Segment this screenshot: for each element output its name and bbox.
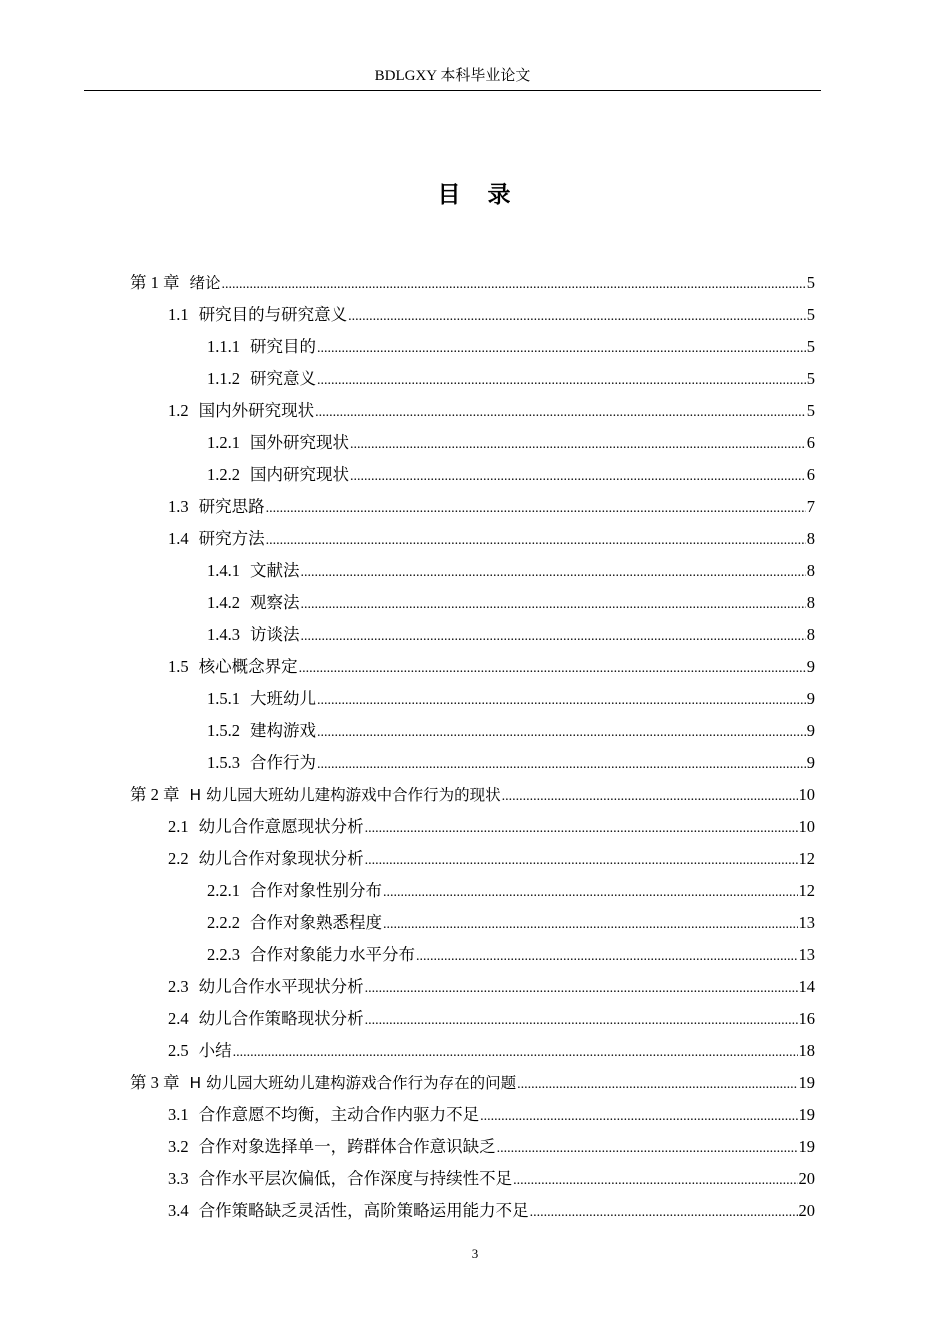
toc-entry-title: 合作水平层次偏低，合作深度与持续性不足 bbox=[198, 1169, 513, 1188]
toc-dot-leader bbox=[365, 845, 798, 877]
toc-section-entry[interactable] bbox=[168, 1003, 815, 1035]
toc-dot-leader bbox=[317, 717, 806, 749]
toc-entry-title: 合作意愿不均衡，主动合作内驱力不足 bbox=[198, 1105, 480, 1124]
toc-entry-title: 幼儿合作水平现状分析 bbox=[198, 977, 364, 996]
toc-entry-number: 1.1.1 bbox=[207, 337, 240, 356]
toc-dot-leader bbox=[317, 749, 806, 781]
toc-entry-number: 1.5.2 bbox=[207, 721, 240, 740]
toc-entry-title: 幼儿合作策略现状分析 bbox=[198, 1009, 364, 1028]
toc-entry-page: 6 bbox=[806, 465, 815, 484]
toc-dot-leader bbox=[365, 1005, 798, 1037]
toc-dot-leader bbox=[350, 429, 806, 461]
toc-entry-number: 1.5.1 bbox=[207, 689, 240, 708]
toc-entry-page: 8 bbox=[806, 625, 815, 644]
toc-title: 目 录 bbox=[437, 182, 513, 208]
toc-entry-number: 2.4 bbox=[168, 1009, 189, 1028]
toc-entry-title: 幼儿合作意愿现状分析 bbox=[198, 817, 364, 836]
toc-subsection-entry[interactable] bbox=[207, 715, 815, 747]
toc-entry-page: 5 bbox=[806, 337, 815, 356]
toc-entry-title: 大班幼儿 bbox=[250, 689, 316, 708]
toc-entry-number: 2.2 bbox=[168, 849, 189, 868]
toc-subsection-entry[interactable] bbox=[207, 907, 815, 939]
toc-entry-title: 访谈法 bbox=[250, 625, 300, 644]
toc-dot-leader bbox=[299, 653, 806, 685]
toc-subsection-entry[interactable] bbox=[207, 555, 815, 587]
toc-entry-number: 3.4 bbox=[168, 1201, 189, 1220]
toc-dot-leader bbox=[416, 941, 798, 973]
toc-dot-leader bbox=[266, 493, 806, 525]
toc-entry-page: 8 bbox=[806, 561, 815, 580]
toc-dot-leader bbox=[301, 557, 806, 589]
running-header: BDLGXY 本科毕业论文 bbox=[374, 68, 531, 84]
toc-dot-leader bbox=[301, 621, 806, 653]
toc-entry-number: 第 3 章 bbox=[130, 1073, 180, 1092]
toc-entry-title: 研究思路 bbox=[198, 497, 265, 516]
toc-dot-leader bbox=[530, 1197, 798, 1229]
toc-subsection-entry[interactable] bbox=[207, 747, 815, 779]
toc-entry-page: 5 bbox=[806, 305, 815, 324]
toc-subsection-entry[interactable] bbox=[207, 683, 815, 715]
toc-entry-number: 1.3 bbox=[168, 497, 189, 516]
toc-entry-title: 核心概念界定 bbox=[198, 657, 298, 676]
toc-dot-leader bbox=[315, 397, 806, 429]
toc-entry-title: 研究目的与研究意义 bbox=[198, 305, 348, 324]
toc-entry-title: 幼儿合作对象现状分析 bbox=[198, 849, 364, 868]
toc-entry-number: 1.1 bbox=[168, 305, 189, 324]
toc-dot-leader bbox=[301, 589, 806, 621]
toc-entry-page: 16 bbox=[798, 1009, 815, 1028]
toc-entry-number: 1.2.1 bbox=[207, 433, 240, 452]
toc-entry-title: 文献法 bbox=[250, 561, 300, 580]
toc-dot-leader bbox=[513, 1165, 797, 1197]
toc-subsection-entry[interactable] bbox=[207, 939, 815, 971]
toc-entry-title: 合作行为 bbox=[250, 753, 316, 772]
toc-section-entry[interactable] bbox=[168, 1035, 815, 1067]
toc-entry-page: 9 bbox=[806, 721, 815, 740]
toc-entry-title: 合作对象性别分布 bbox=[250, 881, 382, 900]
toc-entry-title: 建构游戏 bbox=[250, 721, 316, 740]
toc-subsection-entry[interactable] bbox=[207, 459, 815, 491]
toc-entry-number: 1.4.3 bbox=[207, 625, 240, 644]
toc-entry-number: 第 2 章 bbox=[130, 785, 180, 804]
toc-entry-page: 14 bbox=[798, 977, 815, 996]
toc-entry-page: 12 bbox=[798, 849, 815, 868]
toc-subsection-entry[interactable] bbox=[207, 363, 815, 395]
toc-entry-number: 1.2.2 bbox=[207, 465, 240, 484]
toc-entry-title: 国内研究现状 bbox=[250, 465, 349, 484]
toc-dot-leader bbox=[383, 877, 798, 909]
toc-entry-number: 2.2.1 bbox=[207, 881, 240, 900]
toc-subsection-entry[interactable] bbox=[207, 587, 815, 619]
toc-entry-page: 13 bbox=[798, 945, 815, 964]
toc-dot-leader bbox=[350, 461, 806, 493]
toc-entry-title: 合作策略缺乏灵活性，高阶策略运用能力不足 bbox=[198, 1201, 529, 1220]
toc-entry-number: 3.2 bbox=[168, 1137, 189, 1156]
toc-entry-title: H 幼儿园大班幼儿建构游戏合作行为存在的问题 bbox=[189, 1074, 517, 1092]
toc-entry-title: 研究目的 bbox=[250, 337, 316, 356]
toc-entry-title: 合作对象选择单一，跨群体合作意识缺乏 bbox=[198, 1137, 496, 1156]
toc-entry-title: 合作对象熟悉程度 bbox=[250, 913, 382, 932]
toc-entry-title: 合作对象能力水平分布 bbox=[250, 945, 415, 964]
toc-section-entry[interactable] bbox=[168, 1195, 815, 1227]
toc-entry-page: 20 bbox=[798, 1201, 815, 1220]
toc-subsection-entry[interactable] bbox=[207, 875, 815, 907]
header-rule bbox=[84, 90, 821, 91]
toc-chapter-entry[interactable] bbox=[130, 267, 815, 299]
toc-entry-number: 1.5 bbox=[168, 657, 189, 676]
toc-section-entry[interactable] bbox=[168, 1131, 815, 1163]
toc-entry-number: 1.5.3 bbox=[207, 753, 240, 772]
toc-entry-title: 研究方法 bbox=[198, 529, 265, 548]
toc-entry-page: 8 bbox=[806, 529, 815, 548]
toc-entry-title: 绪论 bbox=[189, 274, 221, 292]
toc-entry-page: 19 bbox=[798, 1073, 815, 1092]
toc-entry-number: 第 1 章 bbox=[130, 273, 180, 292]
toc-dot-leader bbox=[317, 685, 806, 717]
toc-subsection-entry[interactable] bbox=[207, 427, 815, 459]
toc-chapter-entry[interactable] bbox=[130, 1067, 815, 1099]
toc-section-entry[interactable] bbox=[168, 395, 815, 427]
toc-entry-number: 2.1 bbox=[168, 817, 189, 836]
toc-entry-number: 2.2.2 bbox=[207, 913, 240, 932]
toc-entry-page: 12 bbox=[798, 881, 815, 900]
toc-dot-leader bbox=[317, 333, 806, 365]
toc-dot-leader bbox=[365, 973, 798, 1005]
toc-entry-page: 9 bbox=[806, 753, 815, 772]
toc-entry-title: 国内外研究现状 bbox=[198, 401, 315, 420]
toc-subsection-entry[interactable] bbox=[207, 331, 815, 363]
toc-section-entry[interactable] bbox=[168, 491, 815, 523]
toc-dot-leader bbox=[266, 525, 806, 557]
toc-entry-page: 18 bbox=[798, 1041, 815, 1060]
toc-section-entry[interactable] bbox=[168, 1099, 815, 1131]
toc-entry-number: 1.4.2 bbox=[207, 593, 240, 612]
toc-entry-page: 9 bbox=[806, 689, 815, 708]
toc-entry-title: 小结 bbox=[198, 1041, 232, 1060]
toc-entry-page: 7 bbox=[806, 497, 815, 516]
toc-dot-leader bbox=[383, 909, 798, 941]
toc-dot-leader bbox=[365, 813, 798, 845]
toc-entry-number: 2.5 bbox=[168, 1041, 189, 1060]
toc-entry-number: 1.4 bbox=[168, 529, 189, 548]
toc-section-entry[interactable] bbox=[168, 1163, 815, 1195]
toc-dot-leader bbox=[502, 781, 798, 813]
toc-dot-leader bbox=[317, 365, 806, 397]
toc-entry-title: 研究意义 bbox=[250, 369, 316, 388]
toc-entry-page: 5 bbox=[806, 369, 815, 388]
toc-entry-number: 1.1.2 bbox=[207, 369, 240, 388]
toc-entry-page: 9 bbox=[806, 657, 815, 676]
toc-entry-title: 国外研究现状 bbox=[250, 433, 349, 452]
page-number: 3 bbox=[471, 1246, 479, 1261]
toc-dot-leader bbox=[222, 269, 806, 301]
toc-entry-number: 3.3 bbox=[168, 1169, 189, 1188]
toc-entry-page: 19 bbox=[798, 1137, 815, 1156]
toc-dot-leader bbox=[348, 301, 806, 333]
toc-entry-page: 6 bbox=[806, 433, 815, 452]
toc-entry-number: 3.1 bbox=[168, 1105, 189, 1124]
toc-entry-page: 5 bbox=[806, 273, 815, 292]
toc-dot-leader bbox=[233, 1037, 798, 1069]
toc-entry-number: 1.2 bbox=[168, 401, 189, 420]
toc-entry-number: 2.3 bbox=[168, 977, 189, 996]
toc-entry-page: 20 bbox=[798, 1169, 815, 1188]
toc-subsection-entry[interactable] bbox=[207, 619, 815, 651]
toc-entry-title: H 幼儿园大班幼儿建构游戏中合作行为的现状 bbox=[189, 786, 501, 804]
toc-dot-leader bbox=[480, 1101, 797, 1133]
toc-dot-leader bbox=[517, 1069, 797, 1101]
toc-entry-page: 10 bbox=[798, 785, 815, 804]
toc-section-entry[interactable] bbox=[168, 843, 815, 875]
toc-entry-page: 8 bbox=[806, 593, 815, 612]
toc-chapter-entry[interactable] bbox=[130, 779, 815, 811]
toc-section-entry[interactable] bbox=[168, 811, 815, 843]
toc-section-entry[interactable] bbox=[168, 523, 815, 555]
toc-entry-page: 19 bbox=[798, 1105, 815, 1124]
toc-entry-number: 1.4.1 bbox=[207, 561, 240, 580]
toc-entry-page: 10 bbox=[798, 817, 815, 836]
toc-entry-title: 观察法 bbox=[250, 593, 300, 612]
toc-entry-number: 2.2.3 bbox=[207, 945, 240, 964]
toc-section-entry[interactable] bbox=[168, 651, 815, 683]
toc-dot-leader bbox=[497, 1133, 798, 1165]
toc-section-entry[interactable] bbox=[168, 971, 815, 1003]
toc-entry-page: 13 bbox=[798, 913, 815, 932]
toc-section-entry[interactable] bbox=[168, 299, 815, 331]
toc-entry-page: 5 bbox=[806, 401, 815, 420]
